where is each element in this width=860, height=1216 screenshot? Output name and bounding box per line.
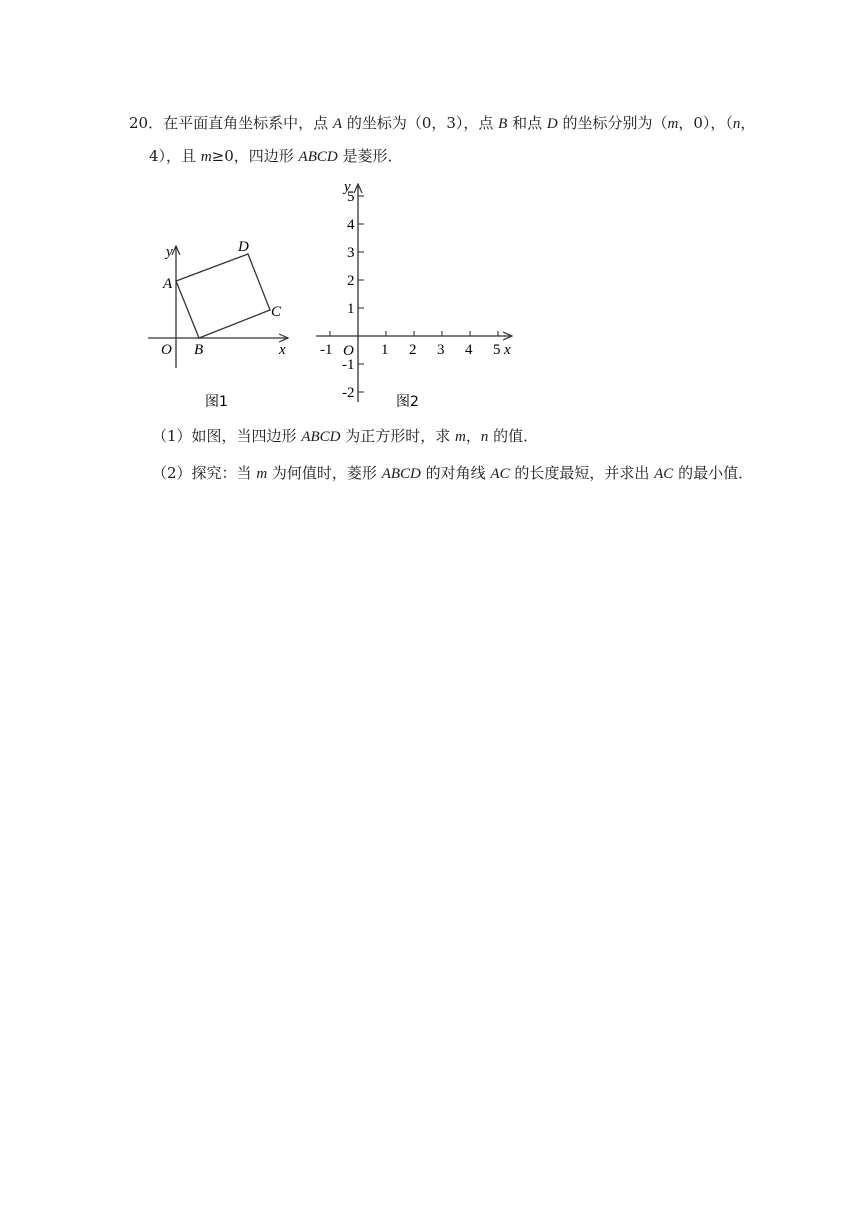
- fig2-y-label: y: [344, 179, 351, 195]
- text-run: 是菱形．: [337, 147, 403, 165]
- fig2-caption: 图2: [396, 394, 419, 410]
- fig2-y-tick-label: 3: [347, 245, 355, 261]
- math-var: n: [480, 429, 489, 445]
- math-var: AC: [490, 466, 510, 482]
- fig1-label-d: D: [238, 239, 249, 255]
- text-run: 的对角线: [420, 464, 491, 482]
- fig1-origin-label: O: [161, 342, 172, 358]
- problem-line-1: [129, 112, 755, 133]
- text-run: 的坐标为（0，3），点: [342, 114, 499, 132]
- text-run: 为正方形时，求: [340, 427, 456, 445]
- question-2: [152, 462, 753, 483]
- fig2-x-label: x: [504, 342, 511, 358]
- text-run: 的值．: [488, 427, 539, 445]
- text-run: ，: [740, 114, 756, 132]
- math-var: m: [200, 149, 212, 165]
- problem-text-line-2: [149, 147, 403, 165]
- fig2-x-tick-label: 3: [437, 342, 445, 358]
- text-run: 4），且: [149, 147, 201, 165]
- math-var: ABCD: [298, 149, 338, 165]
- math-var: B: [498, 116, 508, 132]
- question-2-text: [152, 464, 753, 482]
- problem-line-2: [149, 145, 403, 166]
- text-run: （1）如图，当四边形: [152, 427, 302, 445]
- fig1-label-c: C: [271, 304, 282, 320]
- fig2-y-tick-label: 2: [347, 273, 355, 289]
- math-var: AC: [654, 466, 674, 482]
- question-1-text: [152, 427, 538, 445]
- fig1-y-label: y: [166, 244, 173, 260]
- question-1: [152, 425, 538, 446]
- text-run: ，: [465, 427, 481, 445]
- fig2-x-tick-label: 2: [409, 342, 417, 358]
- fig2-y-tick-label: -2: [342, 385, 355, 401]
- fig2-x-tick-label: 1: [381, 342, 389, 358]
- math-var: m: [455, 429, 466, 445]
- text-run: （2）探究：当: [152, 464, 257, 482]
- fig2-x-tick-label: 5: [493, 342, 501, 358]
- math-var: ABCD: [301, 429, 341, 445]
- fig2-x-tick-label: -1: [320, 342, 333, 358]
- math-var: m: [256, 466, 268, 482]
- text-run: 为何值时，菱形: [267, 464, 382, 482]
- math-var: D: [546, 116, 558, 132]
- fig2-y-tick-label: -1: [342, 357, 355, 373]
- text-run: ，0），（: [678, 114, 733, 132]
- text-run: 和点: [507, 114, 547, 132]
- text-run: 在平面直角坐标系中，点: [163, 114, 333, 132]
- fig1-label-b: B: [194, 342, 204, 358]
- problem-text-line-1: [163, 114, 755, 132]
- fig1-x-label: x: [279, 342, 286, 358]
- text-run: 的最小值．: [673, 464, 754, 482]
- problem-number: 20．: [129, 114, 164, 132]
- fig2-x-tick-label: 4: [465, 342, 473, 358]
- math-var: m: [667, 116, 679, 132]
- fig2-y-tick-label: 1: [347, 301, 355, 317]
- figure-2: [310, 176, 520, 414]
- fig2-y-tick-label: 4: [347, 217, 355, 233]
- math-var: A: [332, 116, 343, 132]
- fig1-quadrilateral-abcd: [176, 254, 270, 338]
- fig1-caption: 图1: [205, 394, 228, 410]
- math-var: n: [732, 116, 741, 132]
- text-run: ≥0，四边形: [211, 147, 299, 165]
- fig2-origin-label: O: [343, 343, 354, 359]
- fig1-label-a: A: [163, 276, 173, 292]
- text-run: 的坐标分别为（: [557, 114, 668, 132]
- text-run: 的长度最短，并求出: [509, 464, 655, 482]
- fig2-y-tick-label: 5: [347, 189, 355, 205]
- figure-1: [140, 236, 300, 414]
- math-var: ABCD: [381, 466, 421, 482]
